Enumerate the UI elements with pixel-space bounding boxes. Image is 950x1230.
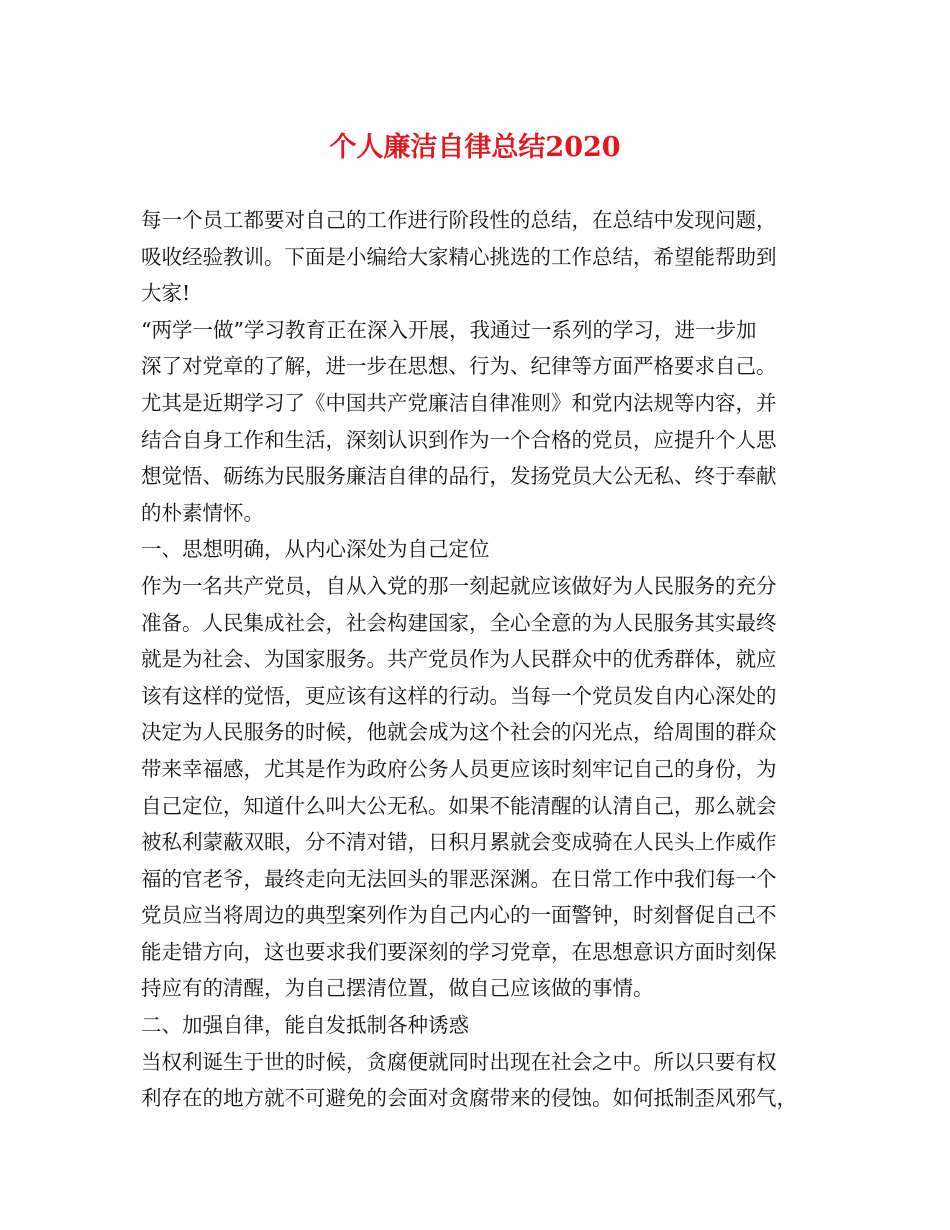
text-line: 被私利蒙蔽双眼，分不清对错，日积月累就会变成骑在人民头上作威作 [141, 830, 777, 855]
text-line: 大家! [141, 281, 191, 306]
text-line: “两学一做”学习教育正在深入开展，我通过一系列的学习，进一步加 [141, 317, 757, 342]
section-heading: 一、思想明确，从内心深处为自己定位 [141, 537, 490, 562]
text-line: 就是为社会、为国家服务。共产党员作为人民群众中的优秀群体，就应 [141, 647, 777, 672]
text-line: 带来幸福感，尤其是作为政府公务人员更应该时刻牢记自己的身份，为 [141, 756, 777, 781]
section-heading: 二、加强自律，能自发抵制各种诱惑 [141, 1013, 469, 1038]
text-line: 尤其是近期学习了《中国共产党廉洁自律准则》和党内法规等内容，并 [141, 390, 777, 415]
text-line: 利存在的地方就不可避免的会面对贪腐带来的侵蚀。如何抵制歪风邪气， [141, 1086, 797, 1111]
text-line: 当权利诞生于世的时候，贪腐便就同时出现在社会之中。所以只要有权 [141, 1049, 777, 1074]
text-line: 福的官老爷，最终走向无法回头的罪恶深渊。在日常工作中我们每一个 [141, 866, 777, 891]
text-line: 该有这样的觉悟，更应该有这样的行动。当每一个党员发自内心深处的 [141, 683, 777, 708]
text-line: 党员应当将周边的典型案列作为自己内心的一面警钟，时刻督促自己不 [141, 903, 777, 928]
text-line: 每一个员工都要对自己的工作进行阶段性的总结，在总结中发现问题， [141, 208, 777, 232]
text-line: 吸收经验教训。下面是小编给大家精心挑选的工作总结，希望能帮助到 [141, 244, 777, 269]
text-line: 想觉悟、砺练为民服务廉洁自律的品行，发扬党员大公无私、终于奉献 [141, 464, 777, 489]
text-line: 作为一名共产党员，自从入党的那一刻起就应该做好为人民服务的充分 [141, 573, 777, 598]
text-line: 能走错方向，这也要求我们要深刻的学习党章，在思想意识方面时刻保 [141, 939, 777, 964]
text-line: 持应有的清醒，为自己摆清位置，做自己应该做的事情。 [141, 976, 654, 1001]
text-line: 自己定位，知道什么叫大公无私。如果不能清醒的认清自己，那么就会 [141, 793, 777, 818]
document-title: 个人廉洁自律总结2020 [329, 132, 621, 163]
text-line: 准备。人民集成社会，社会构建国家，全心全意的为人民服务其实最终 [141, 610, 777, 635]
text-line: 深了对党章的了解，进一步在思想、行为、纪律等方面严格要求自己。 [141, 354, 777, 379]
text-line: 结合自身工作和生活，深刻认识到作为一个合格的党员，应提升个人思 [141, 427, 777, 452]
text-line: 决定为人民服务的时候，他就会成为这个社会的闪光点，给周围的群众 [141, 720, 777, 745]
document-body [141, 202, 821, 1117]
text-line: 的朴素情怀。 [141, 500, 264, 525]
